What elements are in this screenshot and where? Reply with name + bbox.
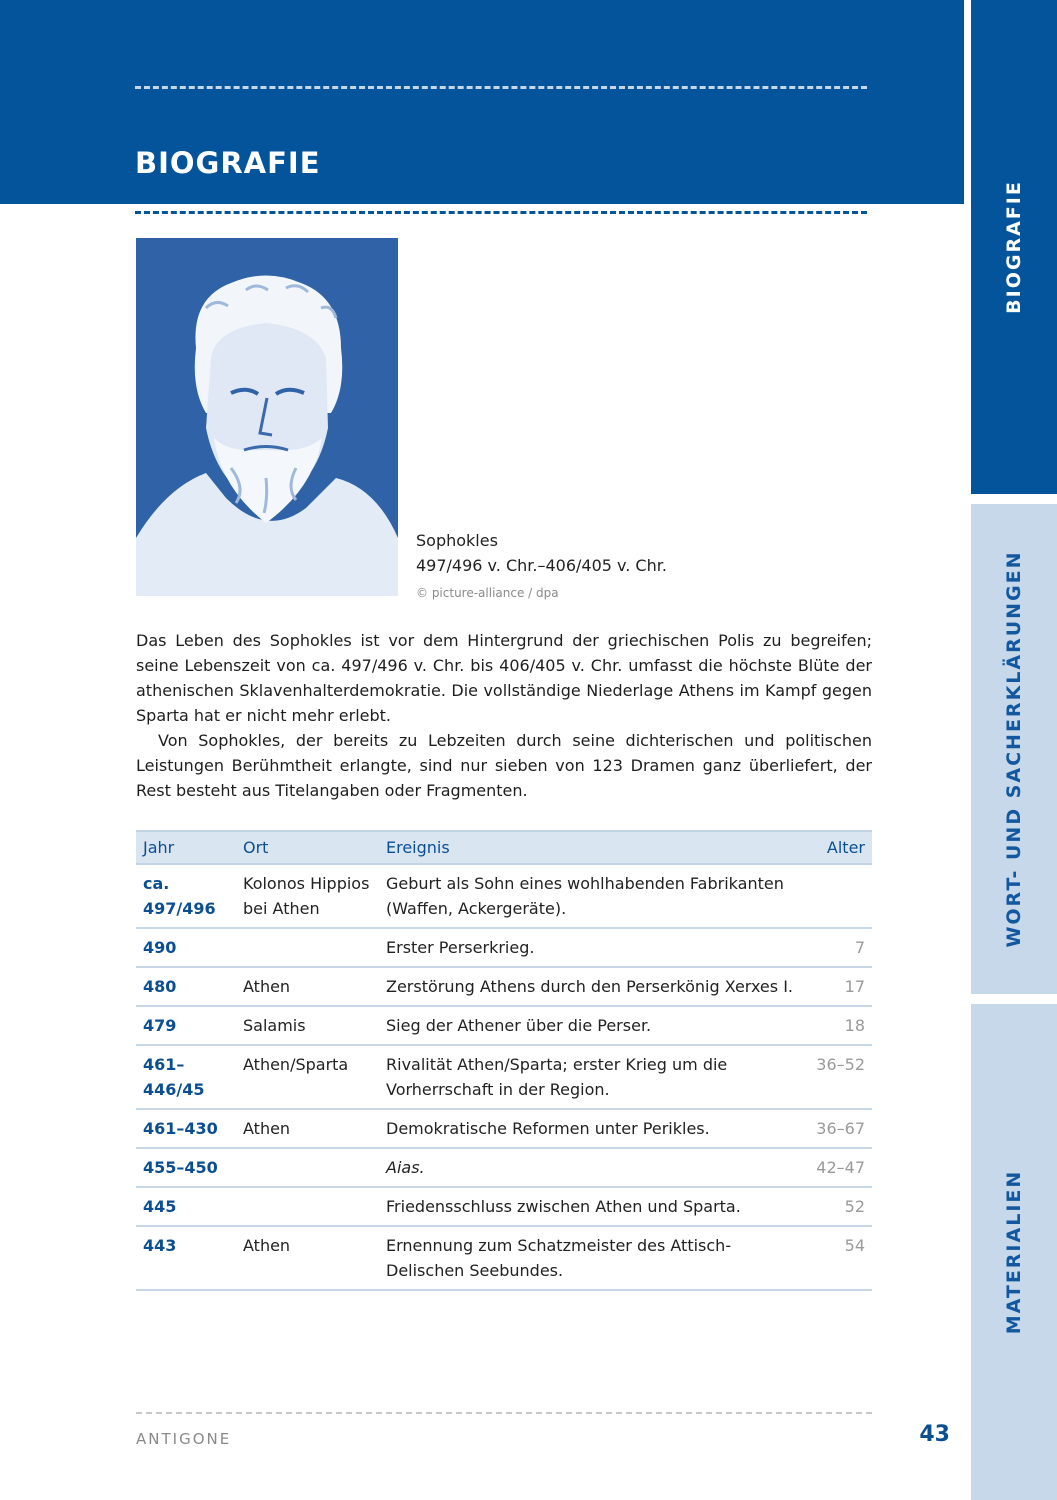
bust-illustration bbox=[136, 238, 398, 596]
caption-name: Sophokles bbox=[416, 531, 498, 550]
column-header-year: Jahr bbox=[136, 831, 236, 864]
cell-event: Ernennung zum Schatzmeister des Attisch-Delischen Seebundes. bbox=[379, 1226, 802, 1290]
biography-timeline-table bbox=[136, 830, 872, 1291]
cell-age: 7 bbox=[802, 928, 872, 967]
side-tab-wort-und-sacherklaerungen[interactable] bbox=[971, 504, 1057, 994]
intro-paragraph: Von Sophokles, der bereits zu Lebzeiten durch seine dichterischen und politischen Leistungen Berühmtheit erlangte, sind nur sieben von 123 Dramen ganz überliefert, der Rest besteht aus Titelangaben oder Fragmenten. bbox=[136, 731, 872, 800]
cell-event: Sieg der Athener über die Perser. bbox=[379, 1006, 802, 1045]
cell-event: Friedensschluss zwischen Athen und Sparta. bbox=[379, 1187, 802, 1226]
side-tab-materialien[interactable] bbox=[971, 1004, 1057, 1500]
table-row bbox=[136, 1148, 872, 1187]
footer-book-title: ANTIGONE bbox=[136, 1430, 232, 1448]
cell-year: 480 bbox=[136, 967, 236, 1006]
cell-year: 479 bbox=[136, 1006, 236, 1045]
side-tab-label: BIOGRAFIE bbox=[1003, 180, 1025, 314]
cell-age: 36–52 bbox=[802, 1045, 872, 1109]
cell-event: Rivalität Athen/Sparta; erster Krieg um die Vorherrschaft in der Region. bbox=[379, 1045, 802, 1109]
cell-year: ca. 497/496 bbox=[136, 864, 236, 928]
cell-age: 17 bbox=[802, 967, 872, 1006]
cell-place: Salamis bbox=[236, 1006, 379, 1045]
cell-age: 52 bbox=[802, 1187, 872, 1226]
title-dashed-rule bbox=[135, 211, 867, 214]
table-row bbox=[136, 928, 872, 967]
side-tab-label: WORT- UND SACHERKLÄRUNGEN bbox=[1003, 550, 1025, 948]
cell-year: 490 bbox=[136, 928, 236, 967]
cell-age bbox=[802, 864, 872, 928]
cell-event: Geburt als Sohn eines wohlhabenden Fabrikanten (Waffen, Ackergeräte). bbox=[379, 864, 802, 928]
column-header-place: Ort bbox=[236, 831, 379, 864]
page-title: BIOGRAFIE bbox=[135, 146, 321, 180]
cell-age: 36–67 bbox=[802, 1109, 872, 1148]
table-header-row bbox=[136, 831, 872, 864]
header-dashed-rule bbox=[135, 86, 867, 89]
intro-text bbox=[136, 628, 872, 803]
side-tab-label: MATERIALIEN bbox=[1003, 1169, 1025, 1335]
cell-event: Aias. bbox=[379, 1148, 802, 1187]
cell-year: 455–450 bbox=[136, 1148, 236, 1187]
table-row bbox=[136, 1187, 872, 1226]
page-number: 43 bbox=[919, 1422, 950, 1447]
cell-age: 54 bbox=[802, 1226, 872, 1290]
side-tab-biografie[interactable] bbox=[971, 0, 1057, 494]
cell-event: Zerstörung Athens durch den Perserkönig Xerxes I. bbox=[379, 967, 802, 1006]
cell-place: Athen bbox=[236, 967, 379, 1006]
column-header-event: Ereignis bbox=[379, 831, 802, 864]
table-row bbox=[136, 1045, 872, 1109]
table-row bbox=[136, 1226, 872, 1290]
cell-place: Kolonos Hippios bei Athen bbox=[236, 864, 379, 928]
column-header-age: Alter bbox=[802, 831, 872, 864]
cell-place bbox=[236, 1148, 379, 1187]
cell-place bbox=[236, 1187, 379, 1226]
cell-place: Athen bbox=[236, 1226, 379, 1290]
portrait-caption bbox=[416, 528, 816, 602]
cell-year: 461–446/45 bbox=[136, 1045, 236, 1109]
table-row bbox=[136, 967, 872, 1006]
cell-event: Demokratische Reformen unter Perikles. bbox=[379, 1109, 802, 1148]
portrait-image bbox=[136, 238, 398, 596]
cell-place bbox=[236, 928, 379, 967]
cell-place: Athen/Sparta bbox=[236, 1045, 379, 1109]
cell-year: 443 bbox=[136, 1226, 236, 1290]
cell-place: Athen bbox=[236, 1109, 379, 1148]
cell-age: 18 bbox=[802, 1006, 872, 1045]
caption-dates: 497/496 v. Chr.–406/405 v. Chr. bbox=[416, 556, 667, 575]
intro-paragraph: Das Leben des Sophokles ist vor dem Hintergrund der griechischen Polis zu begreifen; seine Lebenszeit von ca. 497/496 v. Chr. bis 406/405 v. Chr. umfasst die höchste Blüte der athenischen Sklavenhalterdemokratie. Die vollständige Niederlage Athens im Kampf gegen Sparta hat er nicht mehr erlebt. bbox=[136, 631, 872, 725]
cell-year: 461–430 bbox=[136, 1109, 236, 1148]
cell-event: Erster Perserkrieg. bbox=[379, 928, 802, 967]
image-credit: © picture-alliance / dpa bbox=[416, 586, 559, 600]
footer-dashed-rule bbox=[136, 1412, 872, 1414]
table-row bbox=[136, 1109, 872, 1148]
table-row bbox=[136, 864, 872, 928]
cell-year: 445 bbox=[136, 1187, 236, 1226]
table-row bbox=[136, 1006, 872, 1045]
cell-age: 42–47 bbox=[802, 1148, 872, 1187]
